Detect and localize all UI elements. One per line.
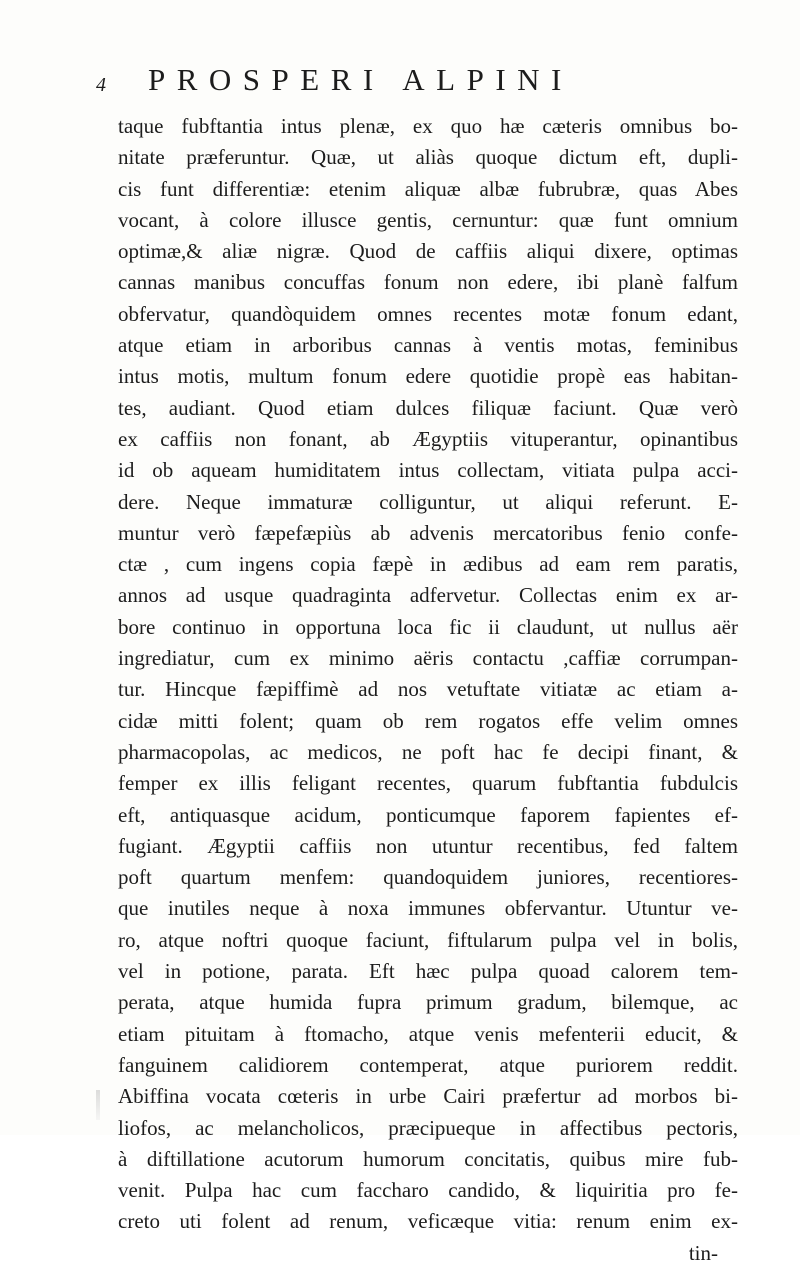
paper-mark — [96, 1090, 100, 1120]
text-line: optimæ,& aliæ nigræ. Quod de caffiis aliqui dixere, optimas — [118, 239, 738, 264]
text-line: bore continuo in opportuna loca fic ii claudunt, ut nullus aër — [118, 614, 738, 639]
text-line: ex caffiis non fonant, ab Ægyptiis vituperantur, opinantibus — [118, 426, 738, 451]
text-line: muntur verò fæpefæpiùs ab advenis mercatoribus fenio confe- — [118, 520, 738, 545]
text-line: perata, atque humida fupra primum gradum, bilemque, ac — [118, 990, 738, 1015]
text-line: intus motis, multum fonum edere quotidie propè eas habitan- — [118, 364, 738, 389]
text-line: à diftillatione acutorum humorum concitatis, quibus mire fub- — [118, 1146, 738, 1171]
body-text — [118, 111, 738, 1269]
text-line: Abiffina vocata cœteris in urbe Cairi præfertur ad morbos bi- — [118, 1084, 738, 1109]
text-line: id ob aqueam humiditatem intus collectam, vitiata pulpa acci- — [118, 458, 738, 483]
text-line: ro, atque noftri quoque faciunt, fiftularum pulpa vel in bolis, — [118, 927, 738, 952]
text-line: vel in potione, parata. Eft hæc pulpa quoad calorem tem- — [118, 959, 738, 984]
text-line: annos ad usque quadraginta adfervetur. Collectas enim ex ar- — [118, 583, 738, 608]
text-line: ingrediatur, cum ex minimo aëris contactu ,caffiæ corrumpan- — [118, 646, 738, 671]
text-line: venit. Pulpa hac cum faccharo candido, & liquiritia pro fe- — [118, 1178, 738, 1203]
text-line: cis funt differentiæ: etenim aliquæ albæ fubrubræ, quas Abes — [118, 176, 738, 201]
text-line: taque fubftantia intus plenæ, ex quo hæ cæteris omnibus bo- — [118, 114, 738, 138]
text-line: tur. Hincque fæpiffimè ad nos vetuftate vitiatæ ac etiam a- — [118, 677, 738, 702]
text-line: dere. Neque immaturæ colliguntur, ut aliqui referunt. E- — [118, 489, 738, 514]
text-line: atque etiam in arboribus cannas à ventis motas, feminibus — [118, 333, 738, 358]
running-head: PROSPERI ALPINI — [148, 62, 573, 97]
text-line: fugiant. Ægyptii caffiis non utuntur recentibus, fed faltem — [118, 833, 738, 858]
text-line: creto uti folent ad renum, veficæque vitia: renum enim ex- — [118, 1209, 738, 1234]
text-line: tes, audiant. Quod etiam dulces filiquæ faciunt. Quæ verò — [118, 395, 738, 420]
text-line: femper ex illis feligant recentes, quarum fubftantia fubdulcis — [118, 771, 738, 796]
text-line: ctæ , cum ingens copia fæpè in ædibus ad eam rem paratis, — [118, 552, 738, 577]
page-number: 4 — [96, 74, 106, 96]
text-line: obfervatur, quandòquidem omnes recentes motæ fonum edant, — [118, 301, 738, 326]
text-line: cidæ mitti folent; quam ob rem rogatos effe velim omnes — [118, 708, 738, 733]
text-line: liofos, ac melancholicos, præcipueque in affectibus pectoris, — [118, 1115, 738, 1140]
text-line: que inutiles neque à noxa immunes obfervantur. Utuntur ve- — [118, 896, 738, 921]
catchword: tin- — [688, 1240, 718, 1265]
text-line: fanguinem calidiorem contemperat, atque puriorem reddit. — [118, 1052, 738, 1077]
text-line: pharmacopolas, ac medicos, ne poft hac fe decipi finant, & — [118, 739, 738, 764]
text-line: vocant, à colore illusce gentis, cernuntur: quæ funt omnium — [118, 207, 738, 232]
text-line: poft quartum menfem: quandoquidem juniores, recentiores- — [118, 865, 738, 890]
text-line: eft, antiquasque acidum, ponticumque faporem fapientes ef- — [118, 802, 738, 827]
text-line: etiam pituitam à ftomacho, atque venis mefenterii educit, & — [118, 1021, 738, 1046]
text-line: nitate præferuntur. Quæ, ut aliàs quoque dictum eft, dupli- — [118, 145, 738, 170]
page-header — [0, 58, 800, 106]
text-line: cannas manibus concuffas fonum non edere, ibi planè falfum — [118, 270, 738, 295]
